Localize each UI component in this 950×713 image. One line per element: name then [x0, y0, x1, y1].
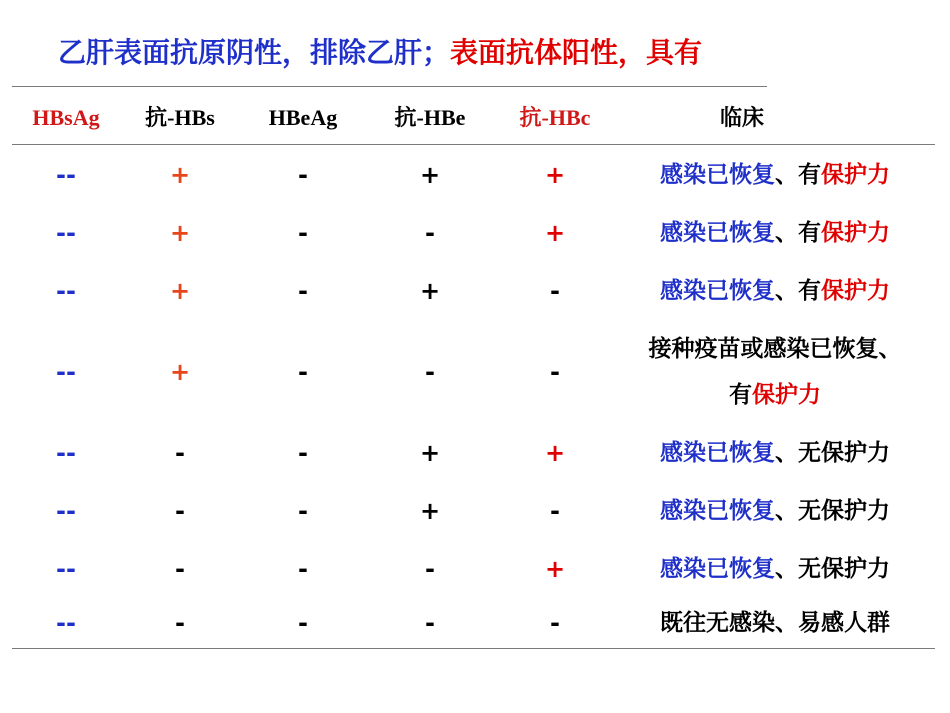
cell-hbeag: -	[298, 497, 308, 525]
cell-anti-hbc: +	[544, 219, 566, 247]
header-anti-hbe: 抗-HBe	[394, 105, 466, 130]
cell-anti-hbs: +	[169, 277, 191, 305]
header-hbeag: HBeAg	[268, 105, 338, 130]
table-bottom-rule	[12, 648, 935, 649]
cell-hbsag: --	[56, 277, 76, 305]
table-row	[0, 424, 950, 482]
clinical-text: 、无保护力	[775, 498, 890, 524]
cell-clinical	[616, 540, 934, 598]
cell-anti-hbs: -	[175, 439, 185, 467]
cell-anti-hbs: +	[169, 219, 191, 247]
cell-anti-hbs: -	[175, 609, 185, 637]
cell-clinical	[616, 204, 934, 262]
clinical-text: 保护力	[821, 278, 890, 304]
cell-anti-hbs: +	[169, 161, 191, 189]
cell-hbeag: -	[298, 277, 308, 305]
clinical-text: 感染已恢复	[660, 278, 775, 304]
cell-clinical	[616, 320, 934, 424]
cell-anti-hbc: +	[544, 555, 566, 583]
clinical-text: 、有	[775, 220, 821, 246]
clinical-text: 有	[729, 382, 752, 408]
cell-hbsag: --	[56, 358, 76, 386]
table-row	[0, 146, 950, 204]
cell-clinical	[616, 146, 934, 204]
header-anti-hbc: 抗-HBc	[519, 105, 591, 130]
cell-anti-hbe: -	[425, 555, 435, 583]
clinical-text: 、有	[775, 162, 821, 188]
clinical-text: 保护力	[752, 382, 821, 408]
cell-hbsag: --	[56, 497, 76, 525]
clinical-text: 感染已恢复	[660, 162, 775, 188]
cell-hbsag: --	[56, 161, 76, 189]
cell-anti-hbc: -	[550, 358, 560, 386]
clinical-text: 、无保护力	[775, 440, 890, 466]
cell-anti-hbe: -	[425, 609, 435, 637]
table-row	[0, 482, 950, 540]
header-bottom-rule	[12, 144, 935, 145]
clinical-text: 保护力	[821, 162, 890, 188]
table-row	[0, 320, 950, 424]
cell-clinical	[616, 598, 934, 648]
header-clinical: 临床	[720, 105, 765, 130]
cell-anti-hbe: +	[419, 497, 441, 525]
table-row	[0, 204, 950, 262]
header-anti-hbs: 抗-HBs	[145, 105, 215, 130]
cell-anti-hbc: -	[550, 497, 560, 525]
cell-hbeag: -	[298, 439, 308, 467]
title-negative-part: 乙肝表面抗原阴性，排除乙肝；	[58, 36, 451, 69]
cell-hbsag: --	[56, 609, 76, 637]
cell-clinical	[616, 262, 934, 320]
cell-hbsag: --	[56, 219, 76, 247]
cell-anti-hbe: -	[425, 219, 435, 247]
cell-hbeag: -	[298, 161, 308, 189]
cell-anti-hbe: +	[419, 161, 441, 189]
clinical-text: 保护力	[821, 220, 890, 246]
clinical-text: 感染已恢复	[660, 556, 775, 582]
header-top-rule	[12, 86, 767, 87]
cell-anti-hbc: +	[544, 439, 566, 467]
cell-hbeag: -	[298, 555, 308, 583]
clinical-text: 感染已恢复	[660, 220, 775, 246]
cell-anti-hbs: +	[169, 358, 191, 386]
clinical-text: 感染已恢复	[660, 440, 775, 466]
cell-anti-hbe: -	[425, 358, 435, 386]
cell-hbsag: --	[56, 555, 76, 583]
cell-anti-hbc: -	[550, 277, 560, 305]
cell-clinical	[616, 482, 934, 540]
cell-hbsag: --	[56, 439, 76, 467]
title-positive-part: 表面抗体阳性，具有	[450, 36, 703, 69]
clinical-text: 感染已恢复	[660, 498, 775, 524]
clinical-text: 、有	[775, 278, 821, 304]
clinical-text: 、无保护力	[775, 556, 890, 582]
clinical-text: 既往无感染、易感人群	[660, 610, 890, 636]
cell-hbeag: -	[298, 219, 308, 247]
cell-clinical	[616, 424, 934, 482]
table-row	[0, 598, 950, 648]
table-row	[0, 262, 950, 320]
cell-anti-hbe: +	[419, 277, 441, 305]
clinical-text: 接种疫苗或感染已恢复、	[648, 336, 902, 362]
cell-anti-hbs: -	[175, 555, 185, 583]
table-row	[0, 540, 950, 598]
cell-anti-hbe: +	[419, 439, 441, 467]
cell-hbeag: -	[298, 358, 308, 386]
slide-title	[58, 28, 766, 78]
cell-hbeag: -	[298, 609, 308, 637]
header-hbsag: HBsAg	[32, 105, 100, 130]
cell-anti-hbs: -	[175, 497, 185, 525]
cell-anti-hbc: +	[544, 161, 566, 189]
cell-anti-hbc: -	[550, 609, 560, 637]
